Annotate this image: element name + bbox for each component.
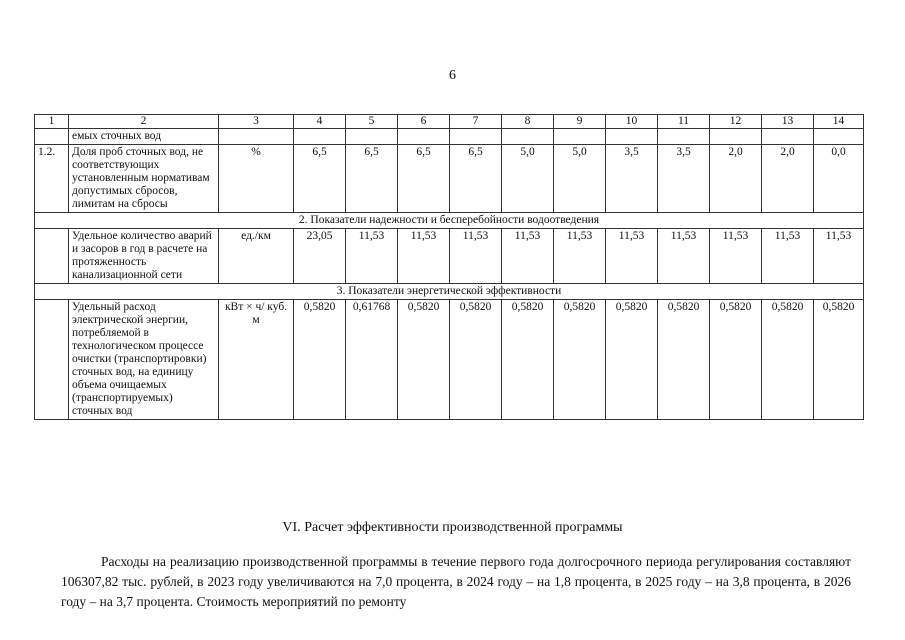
header-cell: 1 [35,115,69,129]
value-cell: 0,5820 [606,300,658,420]
header-cell: 10 [606,115,658,129]
table-header-row [35,115,864,129]
header-cell: 9 [554,115,606,129]
header-cell: 3 [219,115,294,129]
table-row [35,229,864,284]
value-cell: 11,53 [502,229,554,284]
value-cell: 11,53 [398,229,450,284]
indicator-name: Удельный расход электрической энергии, потребляемой в технологическом процессе очистки (транспортировки) сточных вод, на единицу объема очищаемых (транспортируемых) сточных вод [69,300,219,420]
section-heading: VI. Расчет эффективности производственной программы [282,520,623,535]
value-cell: 5,0 [554,145,606,213]
value-cell: 11,53 [606,229,658,284]
header-cell: 8 [502,115,554,129]
value-cell: 11,53 [814,229,864,284]
page-number: 6 [449,68,456,83]
value-cell: 0,0 [814,145,864,213]
value-cell: 3,5 [606,145,658,213]
indicator-name: Доля проб сточных вод, не соответствующих установленным нормативам допустимых сбросов, лимитам на сбросы [69,145,219,213]
value-cell: 11,53 [762,229,814,284]
header-cell: 14 [814,115,864,129]
value-cell: 0,5820 [814,300,864,420]
value-cell: 6,5 [294,145,346,213]
section-title: 3. Показатели энергетической эффективности [35,284,864,300]
section-title: 2. Показатели надежности и бесперебойности водоотведения [35,213,864,229]
header-cell: 11 [658,115,710,129]
value-cell: 11,53 [710,229,762,284]
value-cell: 11,53 [554,229,606,284]
value-cell: 5,0 [502,145,554,213]
section-row [35,284,864,300]
header-cell: 12 [710,115,762,129]
header-cell: 5 [346,115,398,129]
section-row [35,213,864,229]
value-cell: 11,53 [658,229,710,284]
value-cell: 0,5820 [710,300,762,420]
value-cell: 23,05 [294,229,346,284]
unit: кВт × ч/ куб. м [219,300,294,420]
table-row [35,300,864,420]
value-cell: 2,0 [710,145,762,213]
value-cell: 6,5 [346,145,398,213]
continued-row [35,129,864,145]
unit: % [219,145,294,213]
body-paragraph: Расходы на реализацию производственной программы в течение первого года долгосрочного периода регулирования составляют 106307,82 тыс. рублей, в 2023 году увеличиваются на 7,0 процента, в 2024 году – на 1,8 процента, в 2025 году – на 3,8 процента, в 2026 году – на 3,7 процента. Стоимость мероприятий по ремонту [61,554,851,609]
value-cell: 0,61768 [346,300,398,420]
value-cell: 2,0 [762,145,814,213]
row-number [35,300,69,420]
unit: ед./км [219,229,294,284]
header-cell: 7 [450,115,502,129]
table-row [35,145,864,213]
value-cell: 0,5820 [554,300,606,420]
value-cell: 6,5 [398,145,450,213]
header-cell: 2 [69,115,219,129]
performance-indicators-table [34,114,864,420]
value-cell: 11,53 [346,229,398,284]
value-cell: 0,5820 [294,300,346,420]
value-cell: 11,53 [450,229,502,284]
value-cell: 3,5 [658,145,710,213]
indicator-name: Удельное количество аварий и засоров в год в расчете на протяженность канализационной сети [69,229,219,284]
value-cell: 0,5820 [502,300,554,420]
value-cell: 0,5820 [658,300,710,420]
value-cell: 0,5820 [398,300,450,420]
value-cell: 0,5820 [762,300,814,420]
value-cell: 6,5 [450,145,502,213]
header-cell: 13 [762,115,814,129]
row-number: 1.2. [35,145,69,213]
continued-text: емых сточных вод [69,129,219,145]
value-cell: 0,5820 [450,300,502,420]
row-number [35,229,69,284]
header-cell: 6 [398,115,450,129]
header-cell: 4 [294,115,346,129]
